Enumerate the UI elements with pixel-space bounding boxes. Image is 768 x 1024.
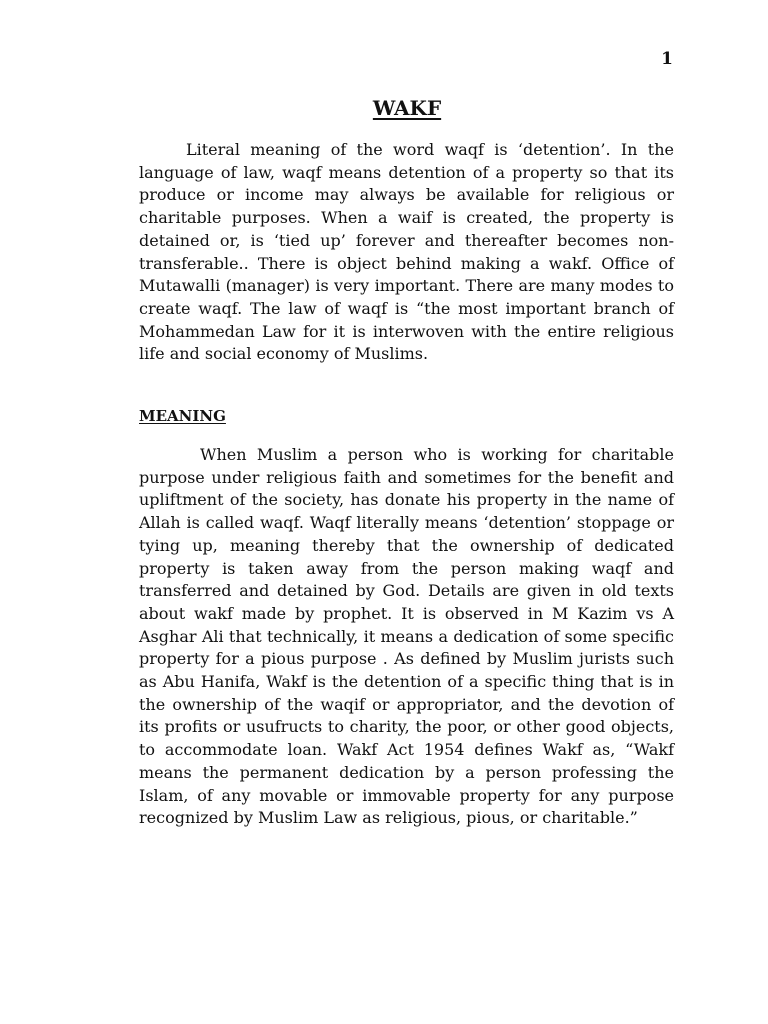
section-heading-meaning: MEANING [139,407,226,425]
page-title: WAKF [372,96,442,120]
page-number: 1 [661,49,673,69]
intro-paragraph: Literal meaning of the word waqf is ‘detention’. In the language of law, waqf means detention of a property so that its produce or income may always be available for religious or charitable purposes. When a waif is created, the property is detained or, is ‘tied up’ forever and thereafter becomes non-transferable.. There is object behind making a wakf. Office of Mutawalli (manager) is very important. There are many modes to create waqf. The law of waqf is “the most important branch of Mohammedan Law for it is interwoven with the entire religious life and social economy of Muslims. [139,140,674,364]
meaning-paragraph: When Muslim a person who is working for charitable purpose under religious faith and sometimes for the benefit and upliftment of the society, has donate his property in the name of Allah is called waqf. Waqf literally means ‘detention’ stoppage or tying up, meaning thereby that the ownership of dedicated property is taken away from the person making waqf and transferred and detained by God. Details are given in old texts about wakf made by prophet. It is observed in M Kazim vs A Asghar Ali that technically, it means a dedication of some specific property for a pious purpose . As defined by Muslim jurists such as Abu Hanifa, Wakf is the detention of a specific thing that is in the ownership of the waqif or appropriator, and the devotion of its profits or usufructs to charity, the poor, or other good objects, to accommodate loan. Wakf Act 1954 defines Wakf as, “Wakf means the permanent dedication by a person professing the Islam, of any movable or immovable property for any purpose recognized by Muslim Law as religious, pious, or charitable.” [139,445,674,828]
